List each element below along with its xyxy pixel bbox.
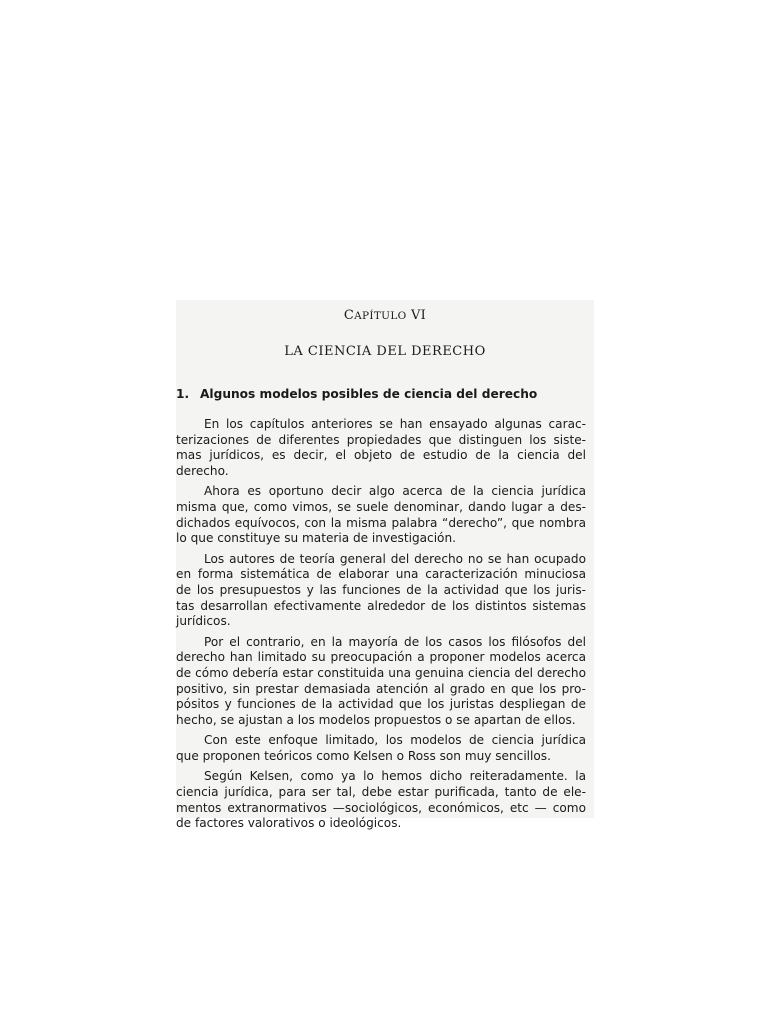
chapter-number: VI: [410, 308, 427, 323]
paragraph-line: ciencia jurídica, para ser tal, debe estar purificada, tanto de ele-: [176, 785, 586, 800]
paragraph-line: dichados equívocos, con la misma palabra “derecho”, que nombra: [176, 515, 586, 530]
paragraph-line: de los presupuestos y las funciones de la actividad que los juris-: [176, 582, 586, 597]
paragraph-line: pósitos y funciones de la actividad que los juristas despliegan de: [176, 697, 586, 712]
paragraph-line: en forma sistemática de elaborar una caracterización minuciosa: [176, 567, 586, 582]
paragraph-line: terizaciones de diferentes propiedades que distinguen los siste-: [176, 432, 586, 447]
paragraph-line: de factores valorativos o ideológicos.: [176, 816, 402, 831]
paragraph-line: positivo, sin prestar demasiada atención al grado en que los pro-: [176, 681, 586, 696]
chapter-label-initial: C: [343, 308, 355, 323]
section-number: 1.: [176, 387, 190, 401]
body-paragraphs: [176, 417, 586, 832]
section-heading: [176, 384, 586, 404]
paragraph-line: Los autores de teoría general del derecho no se han ocupado: [204, 551, 586, 566]
paragraph-line: Por el contrario, en la mayoría de los casos los filósofos del: [204, 634, 586, 649]
body-paragraph: [176, 733, 586, 764]
page-text: [176, 306, 586, 837]
paragraph-line: Según Kelsen, como ya lo hemos dicho reiteradamente. la: [204, 769, 586, 784]
paragraph-line: misma que, como vimos, se suele denominar, dando lugar a des-: [176, 499, 586, 514]
paragraph-line: que proponen teóricos como Kelsen o Ross son muy sencillos.: [176, 748, 551, 763]
paragraph-line: mas jurídicos, es decir, el objeto de estudio de la ciencia del: [176, 448, 586, 463]
paragraph-line: derecho.: [176, 463, 229, 478]
paragraph-line: tas desarrollan efectivamente alrededor de los distintos sistemas: [176, 598, 586, 613]
paragraph-line: En los capítulos anteriores se han ensayado algunas carac-: [204, 417, 586, 431]
paragraph-line: Con este enfoque limitado, los modelos de ciencia jurídica: [204, 733, 586, 748]
body-paragraph: [176, 484, 586, 546]
paragraph-line: derecho han limitado su preocupación a proponer modelos acerca: [176, 650, 586, 665]
paragraph-line: lo que constituye su materia de investigación.: [176, 531, 456, 546]
body-paragraph: [176, 417, 586, 479]
section-title: Algunos modelos posibles de ciencia del derecho: [200, 387, 538, 401]
paragraph-line: Ahora es oportuno decir algo acerca de la ciencia jurídica: [204, 484, 586, 499]
chapter-label-rest: APÍTULO: [354, 310, 407, 322]
paragraph-line: mentos extranormativos —sociológicos, económicos, etc — como: [176, 800, 586, 815]
body-paragraph: [176, 635, 586, 729]
chapter-title: LA CIENCIA DEL DERECHO: [284, 344, 486, 359]
paragraph-line: hecho, se ajustan a los modelos propuestos o se apartan de ellos.: [176, 712, 576, 727]
body-paragraph: [176, 552, 586, 630]
body-paragraph: [176, 769, 586, 831]
paragraph-line: jurídicos.: [176, 614, 231, 629]
paragraph-line: de cómo debería estar constituida una genuina ciencia del derecho: [176, 665, 586, 680]
chapter-label: [176, 306, 586, 326]
